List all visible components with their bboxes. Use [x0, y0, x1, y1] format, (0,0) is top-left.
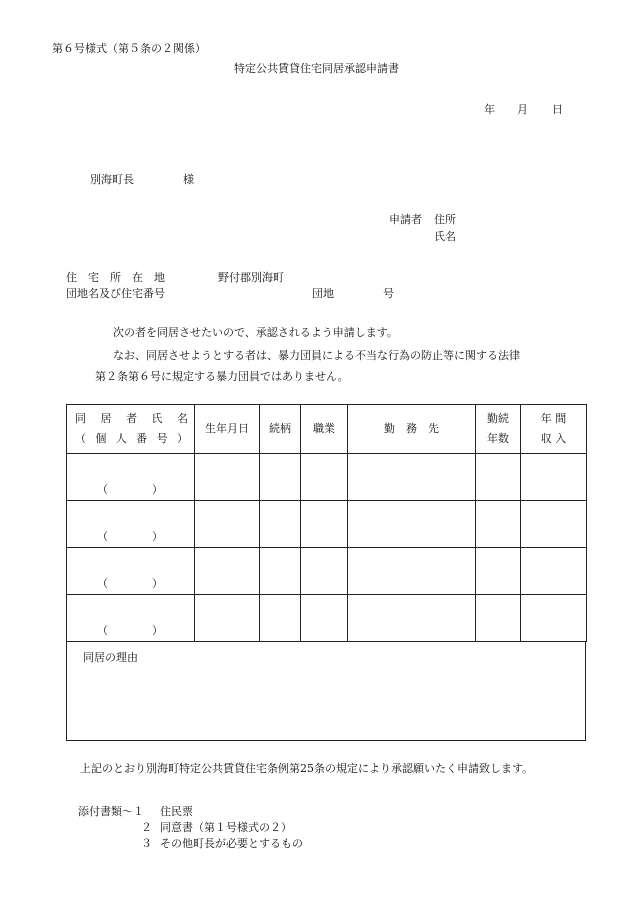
- applicant-label: 申請者: [389, 213, 422, 226]
- applicant-address-label: 住所: [434, 213, 456, 226]
- applicant-name-label: 氏名: [434, 230, 456, 243]
- header-name-line1: 同 居 者 氏 名: [75, 412, 188, 425]
- header-workplace: 勤 務 先: [348, 405, 476, 454]
- body-line-1: 次の者を同居させたいので、承認されるよう申請します。: [113, 326, 398, 339]
- attachment-1: 住民票: [160, 805, 193, 818]
- addressee-name: 別海町長: [90, 173, 134, 186]
- cell-occupation[interactable]: [301, 548, 348, 595]
- cell-income[interactable]: [521, 595, 587, 642]
- cell-occupation[interactable]: [301, 595, 348, 642]
- cell-workplace[interactable]: [348, 454, 476, 501]
- property-location-label: 住 宅 所 在 地: [66, 271, 165, 284]
- cell-workplace[interactable]: [348, 595, 476, 642]
- header-relation: 続柄: [260, 405, 301, 454]
- cell-tenure[interactable]: [476, 454, 521, 501]
- cell-birthdate[interactable]: [195, 548, 260, 595]
- cell-relation[interactable]: [260, 454, 301, 501]
- header-occupation: 職業: [301, 405, 348, 454]
- date-day[interactable]: 日: [552, 103, 563, 116]
- cell-occupation[interactable]: [301, 501, 348, 548]
- cell-tenure[interactable]: [476, 548, 521, 595]
- attachment-3: その他町長が必要とするもの: [160, 837, 303, 850]
- property-number-suffix: 号: [383, 287, 394, 300]
- cell-workplace[interactable]: [348, 548, 476, 595]
- table-row: [67, 454, 587, 501]
- header-name: [67, 405, 195, 454]
- cell-income[interactable]: [521, 548, 587, 595]
- cell-name[interactable]: （ ）: [67, 595, 195, 642]
- cell-tenure[interactable]: [476, 501, 521, 548]
- cell-name[interactable]: （ ）: [67, 501, 195, 548]
- attachments-label: 添付書類～１: [78, 805, 144, 818]
- attachment-2: 同意書（第１号様式の２）: [160, 821, 292, 834]
- cohabitant-table: [66, 404, 587, 642]
- cell-occupation[interactable]: [301, 454, 348, 501]
- cell-birthdate[interactable]: [195, 501, 260, 548]
- cell-birthdate[interactable]: [195, 595, 260, 642]
- body-line-3: 第２条第６号に規定する暴力団員ではありません。: [95, 370, 349, 383]
- reason-label: 同居の理由: [83, 651, 138, 664]
- cell-workplace[interactable]: [348, 501, 476, 548]
- footer-statement: 上記のとおり別海町特定公共賃貸住宅条例第25条の規定により承認願いたく申請致します。: [80, 762, 534, 775]
- property-location-value: 野付郡別海町: [218, 271, 284, 284]
- cell-tenure[interactable]: [476, 595, 521, 642]
- header-tenure: 勤続 年数: [476, 405, 521, 454]
- cell-birthdate[interactable]: [195, 454, 260, 501]
- addressee-honorific: 様: [183, 173, 194, 186]
- form-number: 第６号様式（第５条の２関係）: [52, 42, 206, 55]
- table-row: [67, 595, 587, 642]
- table-row: [67, 501, 587, 548]
- header-income: 年 間 収 入: [521, 405, 587, 454]
- header-name-line2: （ 個 人 番 号 ）: [75, 432, 188, 445]
- table-header-row: [67, 405, 587, 454]
- header-birthdate: 生年月日: [195, 405, 260, 454]
- cell-relation[interactable]: [260, 501, 301, 548]
- cell-relation[interactable]: [260, 595, 301, 642]
- body-line-2: なお、同居させようとする者は、暴力団員による不当な行為の防止等に関する法律: [113, 349, 520, 362]
- cell-name[interactable]: （ ）: [67, 548, 195, 595]
- cell-income[interactable]: [521, 454, 587, 501]
- attachment-num-2: ２: [141, 821, 152, 834]
- table-row: [67, 548, 587, 595]
- reason-box[interactable]: [66, 641, 586, 741]
- date-year[interactable]: 年: [484, 103, 495, 116]
- cell-name[interactable]: （ ）: [67, 454, 195, 501]
- page-title: 特定公共賃貸住宅同居承認申請書: [234, 62, 399, 75]
- property-complex-suffix: 団地: [312, 287, 334, 300]
- date-month[interactable]: 月: [517, 103, 528, 116]
- cell-relation[interactable]: [260, 548, 301, 595]
- cell-income[interactable]: [521, 501, 587, 548]
- attachment-num-3: ３: [141, 837, 152, 850]
- property-complex-label: 団地名及び住宅番号: [66, 287, 165, 300]
